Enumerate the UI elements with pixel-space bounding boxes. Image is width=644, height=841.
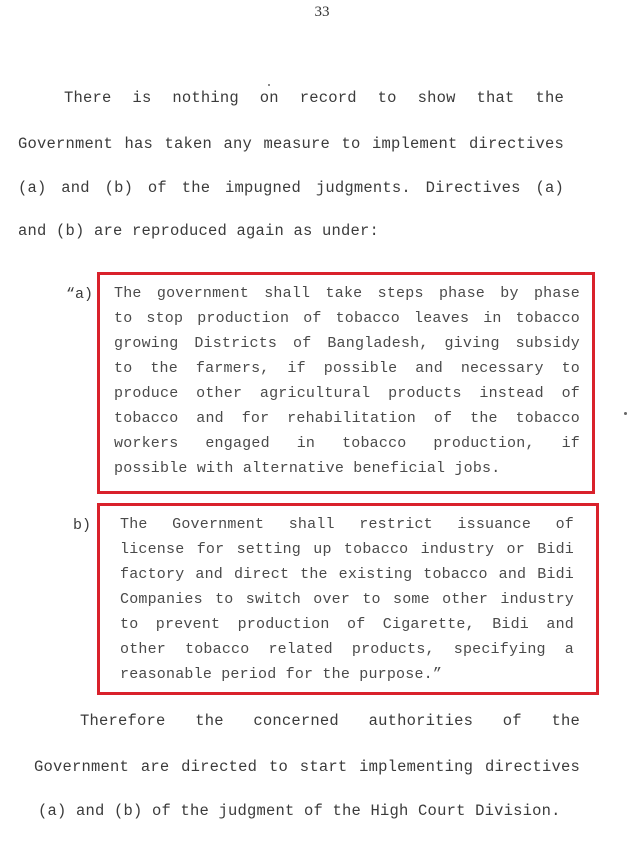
paragraph-line: Therefore the concerned authorities of the: [80, 712, 580, 730]
directive-a-marker: “a): [66, 286, 94, 303]
directive-b-line: Companies to switch over to some other industry: [120, 591, 574, 608]
directive-a-line: tobacco and for rehabilitation of the tobacco: [114, 410, 580, 427]
directive-a-highlight-box: [97, 272, 595, 494]
directive-b-line: to prevent production of Cigarette, Bidi and: [120, 616, 574, 633]
directive-b-line: factory and direct the existing tobacco and Bidi: [120, 566, 574, 583]
paragraph-line: Government are directed to start implementing directives: [34, 758, 580, 776]
directive-a-line: The government shall take steps phase by phase: [114, 285, 580, 302]
directive-a-line: produce other agricultural products instead of: [114, 385, 580, 402]
directive-a-line: growing Districts of Bangladesh, giving subsidy: [114, 335, 580, 352]
scan-speck: [268, 84, 270, 86]
paragraph-line: (a) and (b) of the judgment of the High Court Division.: [38, 802, 561, 820]
page-number: 33: [314, 4, 330, 20]
directive-b-marker: b): [73, 517, 92, 534]
directive-b-line: other tobacco related products, specifying a: [120, 641, 574, 658]
paragraph-line: Government has taken any measure to implement directives: [18, 135, 564, 153]
directive-a-line: to stop production of tobacco leaves in tobacco: [114, 310, 580, 327]
paragraph-line: There is nothing on record to show that the: [64, 89, 564, 107]
directive-a-line: possible with alternative beneficial jobs.: [114, 460, 501, 477]
directive-a-line: workers engaged in tobacco production, if: [114, 435, 580, 452]
paragraph-line: (a) and (b) of the impugned judgments. Directives (a): [18, 179, 564, 197]
directive-b-line: license for setting up tobacco industry or Bidi: [120, 541, 574, 558]
paragraph-line: and (b) are reproduced again as under:: [18, 222, 380, 240]
directive-b-line: reasonable period for the purpose.”: [120, 666, 443, 683]
directive-a-line: to the farmers, if possible and necessary to: [114, 360, 580, 377]
directive-b-line: The Government shall restrict issuance of: [120, 516, 574, 533]
scan-speck: [624, 412, 627, 415]
directive-b-highlight-box: [97, 503, 599, 695]
